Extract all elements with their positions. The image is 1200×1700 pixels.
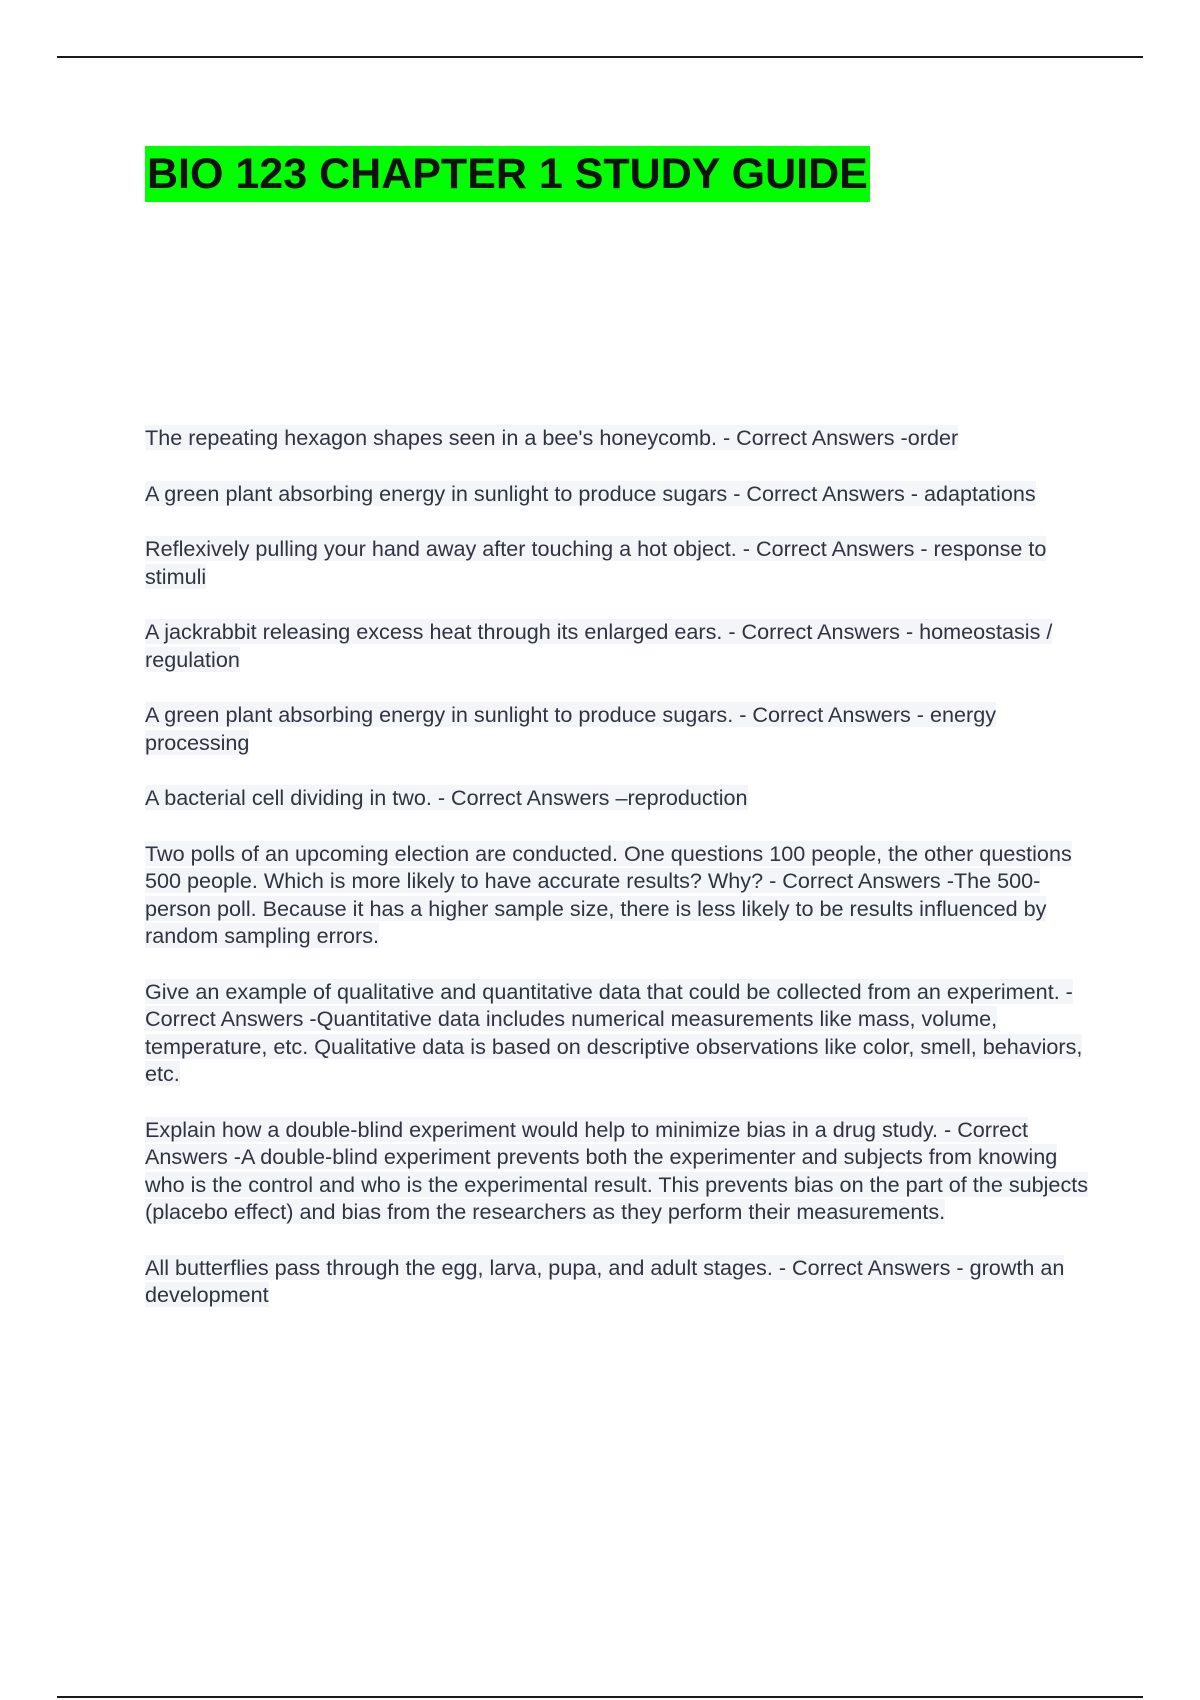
qa-text: A bacterial cell dividing in two. - Correct Answers –reproduction bbox=[145, 785, 748, 810]
qa-item bbox=[145, 701, 1090, 756]
qa-text: Give an example of qualitative and quantitative data that could be collected from an experiment. - Correct Answers -Quantitative data includes numerical measurements like mass, volume, temperature, etc. Qualitative data is based on descriptive observations like color, smell, behaviors, etc. bbox=[145, 978, 1083, 1086]
qa-text: Two polls of an upcoming election are conducted. One questions 100 people, the other questions 500 people. Which is more likely to have accurate results? Why? - Correct Answers -The 500-person poll. Because it has a higher sample size, there is less likely to be results influenced by random sampling errors. bbox=[145, 840, 1072, 948]
qa-text: A jackrabbit releasing excess heat through its enlarged ears. - Correct Answers - homeostasis / regulation bbox=[145, 619, 1053, 672]
qa-item bbox=[145, 480, 1090, 508]
qa-item bbox=[145, 1254, 1090, 1309]
header-rule bbox=[57, 56, 1143, 58]
page-title: BIO 123 CHAPTER 1 STUDY GUIDE bbox=[145, 146, 870, 202]
qa-text: Reflexively pulling your hand away after touching a hot object. - Correct Answers - response to stimuli bbox=[145, 536, 1047, 589]
qa-text: All butterflies pass through the egg, larva, pupa, and adult stages. - Correct Answers - growth an development bbox=[145, 1254, 1065, 1307]
qa-item bbox=[145, 978, 1090, 1088]
qa-text: A green plant absorbing energy in sunlight to produce sugars - Correct Answers - adaptations bbox=[145, 480, 1036, 506]
qa-item bbox=[145, 1116, 1090, 1226]
qa-item bbox=[145, 784, 1090, 812]
qa-text: The repeating hexagon shapes seen in a bee's honeycomb. - Correct Answers -order bbox=[145, 425, 959, 450]
title-block bbox=[145, 146, 870, 202]
qa-text: A green plant absorbing energy in sunlight to produce sugars. - Correct Answers - energy processing bbox=[145, 702, 997, 755]
qa-item bbox=[145, 618, 1090, 673]
qa-text: Explain how a double-blind experiment would help to minimize bias in a drug study. - Correct Answers -A double-blind experiment prevents both the experimenter and subjects from knowing who is the control and who is the experimental result. This prevents bias on the part of the subjects (placebo effect) and bias from the researchers as they perform their measurements. bbox=[145, 1116, 1089, 1224]
footer-rule bbox=[57, 1696, 1143, 1698]
qa-item bbox=[145, 535, 1090, 590]
qa-list bbox=[145, 424, 1090, 1337]
qa-item bbox=[145, 424, 1090, 452]
qa-item bbox=[145, 840, 1090, 950]
